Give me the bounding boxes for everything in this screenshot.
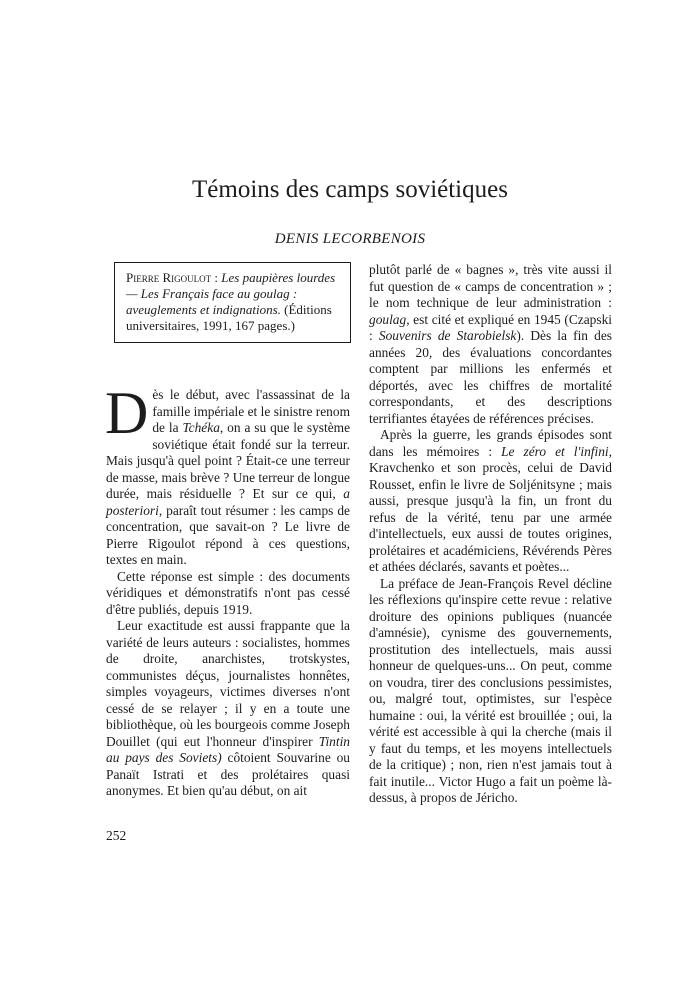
paragraph-3 xyxy=(106,618,350,800)
drop-cap-letter: D xyxy=(105,380,149,446)
paragraph-3-text-b: côtoient Souvarine ou Panaït Istrati et des prolétaires quasi anonymes. Et bien qu'au début, on ait xyxy=(106,750,350,798)
paragraph-5 xyxy=(369,427,612,576)
article-author: DENIS LECORBENOIS xyxy=(274,231,426,247)
page-number: 252 xyxy=(106,828,127,843)
paragraph-3-text-a: Leur exactitude est aussi frappante que la variété de leurs auteurs : socialistes, hommes de droite, anarchistes, trotskystes, communistes déçus, journalistes honnêtes, simples voyageurs, victimes diverses n'ont cessé de se relayer ; il y en a toute une bibliothèque, où les bourgeois comme Joseph Douillet (qui eut l'honneur d'inspirer xyxy=(106,618,350,749)
paragraph-1-text-b: , on a su que le système soviétique était fondé sur la terreur. Mais jusqu'à quel point ? Était-ce une terreur de masse, mais brève ? Une terreur de longue durée, mais résiduelle ? Et sur ce qui, xyxy=(106,420,351,501)
reviewed-book-author: Pierre Rigoulot xyxy=(126,270,212,285)
paragraph-5-text-b: Kravchenko et son procès, celui de David Rousset, enfin le livre de Soljénitsyne ; mais aussi, presque jusqu'à la fin, un front du refus de la vérité, tenu par une armée d'intellectuels, eux aussi de toutes origines, prolétaires et académiciens, Révérends Pères et athées déclarés, savants et poètes... xyxy=(369,460,612,574)
text-column-right xyxy=(369,262,612,807)
paragraph-1-emphasis-b: a posteriori xyxy=(106,486,350,518)
book-reference-box xyxy=(114,262,351,343)
reviewed-book-title: Les paupières lourdes — Les Français face au goulag : aveuglements et indignations. xyxy=(126,270,336,317)
paragraph-6: La préface de Jean-François Revel décline les réflexions qu'inspire cette revue : relative droiture des opinions publiques (nuancée d'amnésie), cynisme des gouvernements, prostitution des intellectuels, mais aussi honneur de quelques-uns... On peut, comme on voudra, tirer des conclusions pessimistes, ou, malgré tout, optimistes, sur l'espèce humaine : oui, la vérité est brouillée ; oui, la vérité est accessible à qui la cherche (mais il y faut du temps, et les moyens intellectuels de la critique) ; non, rien n'est jamais tout à fait inutile... Victor Hugo a fait un poème là-dessus, à propos de Jéricho. xyxy=(369,575,612,805)
paragraph-4-text-c: ). Dès la fin des années 20, des évaluations concordantes comptent par millions les enfermés et déportés, avec les chiffres de mortalité correspondants, et des descriptions terrifiantes étayées de références précises. xyxy=(369,328,612,426)
paragraph-4-text-a: plutôt parlé de « bagnes », très vite aussi il fut question de « camps de concentration » ; le nom technique de leur administration : xyxy=(369,262,612,310)
paragraph-1 xyxy=(105,380,351,569)
paragraph-1-emphasis-a: Tchéka xyxy=(182,420,220,435)
paragraph-4-emphasis-a: goulag, xyxy=(369,311,410,327)
text-column-left xyxy=(106,262,350,800)
paragraph-4 xyxy=(369,262,612,427)
paragraph-5-emphasis: Le zéro et l'infini, xyxy=(501,443,612,459)
paragraph-4-emphasis-b: Souvenirs de Starobielsk xyxy=(378,328,517,343)
paragraph-3-emphasis: Tintin au pays des Soviets) xyxy=(106,733,350,765)
paragraph-4-text-b: est cité et expliqué en 1945 (Czapski : xyxy=(369,311,612,343)
paragraph-1-text-c: , paraît tout résumer : les camps de concentration, que savait-on ? Le livre de Pierre Rigoulot répond à ces questions, textes en main. xyxy=(106,502,350,567)
paragraph-1-text-a: ès le début, avec l'assassinat de la famille impériale et le sinistre renom de la xyxy=(152,387,350,435)
paragraph-5-text-a: Après la guerre, les grands épisodes sont dans les mémoires : xyxy=(369,427,612,459)
article-title: Témoins des camps soviétiques xyxy=(192,176,508,203)
reviewed-book-publication: (Éditions universitaires, 1991, 167 pages.) xyxy=(126,302,332,333)
paragraph-2: Cette réponse est simple : des documents véridiques et démonstratifs n'ont pas cessé d'être publiés, depuis 1919. xyxy=(106,568,350,617)
reference-separator: : xyxy=(211,270,222,285)
